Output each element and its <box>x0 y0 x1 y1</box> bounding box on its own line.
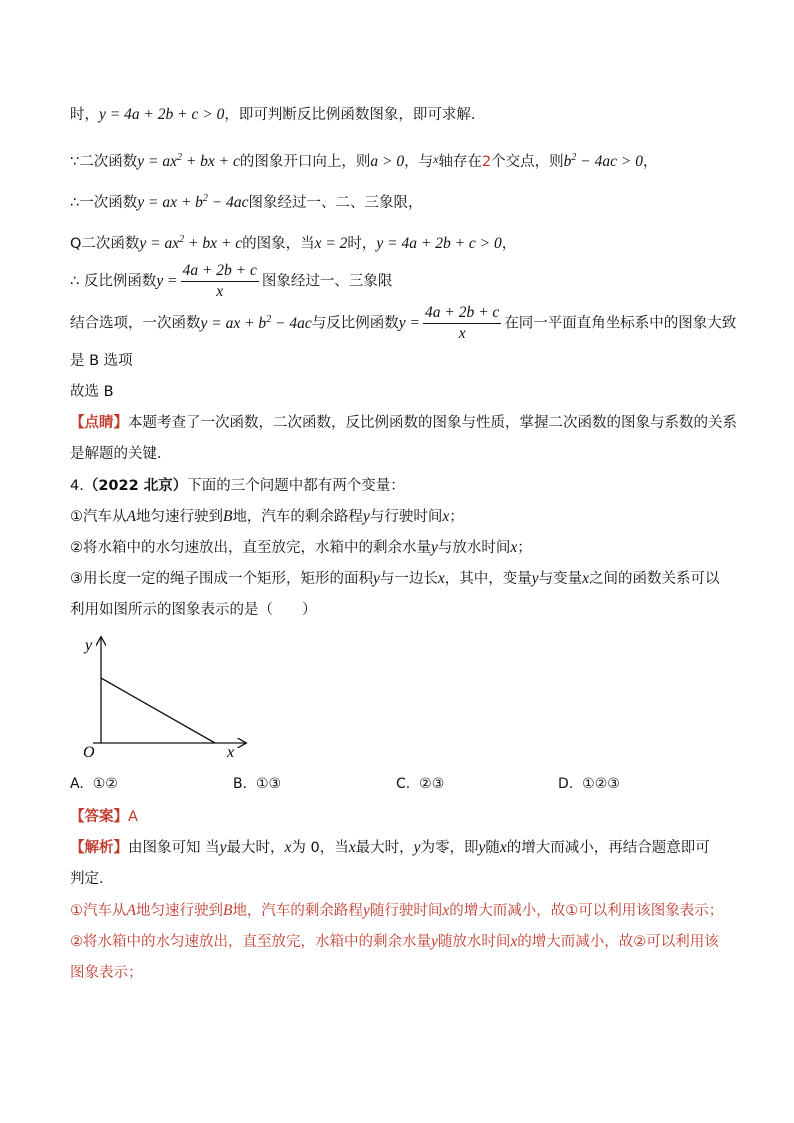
text: 图象经过一、二、三象限， <box>248 195 423 212</box>
solution-line-8: 故选 B <box>70 384 114 400</box>
analysis-line-2: 判定． <box>70 871 114 887</box>
text: ∴一次函数 <box>70 195 138 212</box>
question-item-3: ③用长度一定的绳子围成一个矩形，矩形的面积y与一边长x，其中，变量y与变量x之间的函数关系可以 <box>70 570 720 587</box>
math-var: x <box>433 152 439 167</box>
option-c[interactable]: C. ②③ <box>396 776 445 792</box>
math-expression: a > 0 <box>370 153 405 171</box>
remark-line-2: 是解题的关键． <box>70 446 172 462</box>
text: ∴ 反比例函数 <box>70 273 157 290</box>
analysis-tag: 【解析】 <box>70 840 128 856</box>
x-axis-label: x <box>227 744 235 761</box>
text: 本题考查了一次函数，二次函数，反比例函数的图象与性质，掌握二次函数的图象与系数的关系 <box>128 415 737 431</box>
solution-line-3 <box>70 188 734 214</box>
question-item-2: ②将水箱中的水匀速放出，直至放完，水箱中的剩余水量y与放水时间x； <box>70 539 532 556</box>
text: 的图象开口向上，则 <box>239 154 371 171</box>
math-expression: y = <box>156 272 178 290</box>
remark-tag: 【点睛】 <box>70 415 128 431</box>
math-fraction: $\frac{4a + 2b + c}{x}$ <box>182 262 257 300</box>
remark-line-1 <box>70 412 737 434</box>
text: 的图象，当 <box>242 236 315 253</box>
math-expression: x = 2 <box>314 235 348 253</box>
option-b[interactable]: B. ①③ <box>233 776 282 792</box>
solution-line-7: 是 B 选项 <box>70 353 133 369</box>
y-axis-label: y <box>85 637 93 654</box>
text: 时， <box>70 107 99 123</box>
question-item-3-cont: 利用如图所示的图象表示的是（ ） <box>70 602 317 618</box>
highlight-number: 2 <box>481 154 492 171</box>
question-4-header <box>70 475 734 497</box>
text: 结合选项，一次函数 <box>70 315 201 332</box>
math-linear: y = ax + $b^2 - 4ac$ <box>137 193 249 212</box>
text: ，即可判断反比例函数图象，即可求解． <box>224 107 486 123</box>
solution-line-1 <box>70 104 734 126</box>
solution-line-4 <box>70 229 734 255</box>
solution-line-5 <box>70 261 734 302</box>
text: 下面的三个问题中都有两个变量： <box>187 478 405 494</box>
text: ， <box>642 154 658 171</box>
origin-label: O <box>83 744 95 761</box>
solution-line-2 <box>70 147 734 173</box>
text: ， <box>501 236 517 253</box>
text: 在同一平面直角坐标系中的图象大致 <box>504 315 737 332</box>
text: 轴存在 <box>438 154 482 171</box>
option-d[interactable]: D. ①②③ <box>558 776 620 792</box>
answer-value: A <box>128 809 138 825</box>
option-a[interactable]: A. ①② <box>70 776 118 792</box>
function-graph <box>75 630 255 765</box>
text: 时， <box>347 236 377 253</box>
math-fraction: $\frac{4a + 2b + c}{x}$ <box>425 304 500 342</box>
answer-line <box>70 806 734 828</box>
question-number: 4. <box>70 478 84 494</box>
answer-options <box>70 776 730 798</box>
math-discriminant: $b^2 - 4ac > 0$ <box>563 152 643 171</box>
math-quadratic: $y = ax^2$ + bx + c <box>137 152 240 171</box>
text: ∵二次函数 <box>70 154 138 171</box>
reason-line-3: 图象表示； <box>70 965 143 981</box>
math-expression: y = <box>398 314 420 332</box>
question-source: （2022 北京） <box>83 478 188 494</box>
math-expression: y = 4a + 2b + c > 0 <box>99 106 225 123</box>
math-linear: y = ax + $b^2 - 4ac$ <box>200 313 312 332</box>
math-expression: y = 4a + 2b + c > 0 <box>376 235 502 253</box>
analysis-line-1: 【解析】由图象可知 当y最大时，x为 0，当x最大时，y为零，即y随x的增大而减小，再结合题意即可 <box>70 839 710 856</box>
decreasing-line <box>101 678 215 743</box>
text: Q二次函数 <box>70 236 140 253</box>
text: 与反比例函数 <box>311 315 399 332</box>
reason-line-2: ②将水箱中的水匀速放出，直至放完，水箱中的剩余水量y随放水时间x的增大而减小，故②可以利用该 <box>70 933 719 950</box>
reason-line-1: ①汽车从A地匀速行驶到B地，汽车的剩余路程y随行驶时间x的增大而减小，故①可以利用该图象表示； <box>70 902 724 919</box>
solution-line-6 <box>70 303 737 344</box>
text: ，与 <box>404 154 434 171</box>
answer-tag: 【答案】 <box>70 809 128 825</box>
text: 个交点，则 <box>491 154 564 171</box>
question-item-1: ①汽车从A地匀速行驶到B地，汽车的剩余路程y与行驶时间x； <box>70 508 464 525</box>
text: 图象经过一、三象限 <box>261 273 393 290</box>
math-quadratic: $y = ax^2$ + bx + c <box>139 234 243 253</box>
